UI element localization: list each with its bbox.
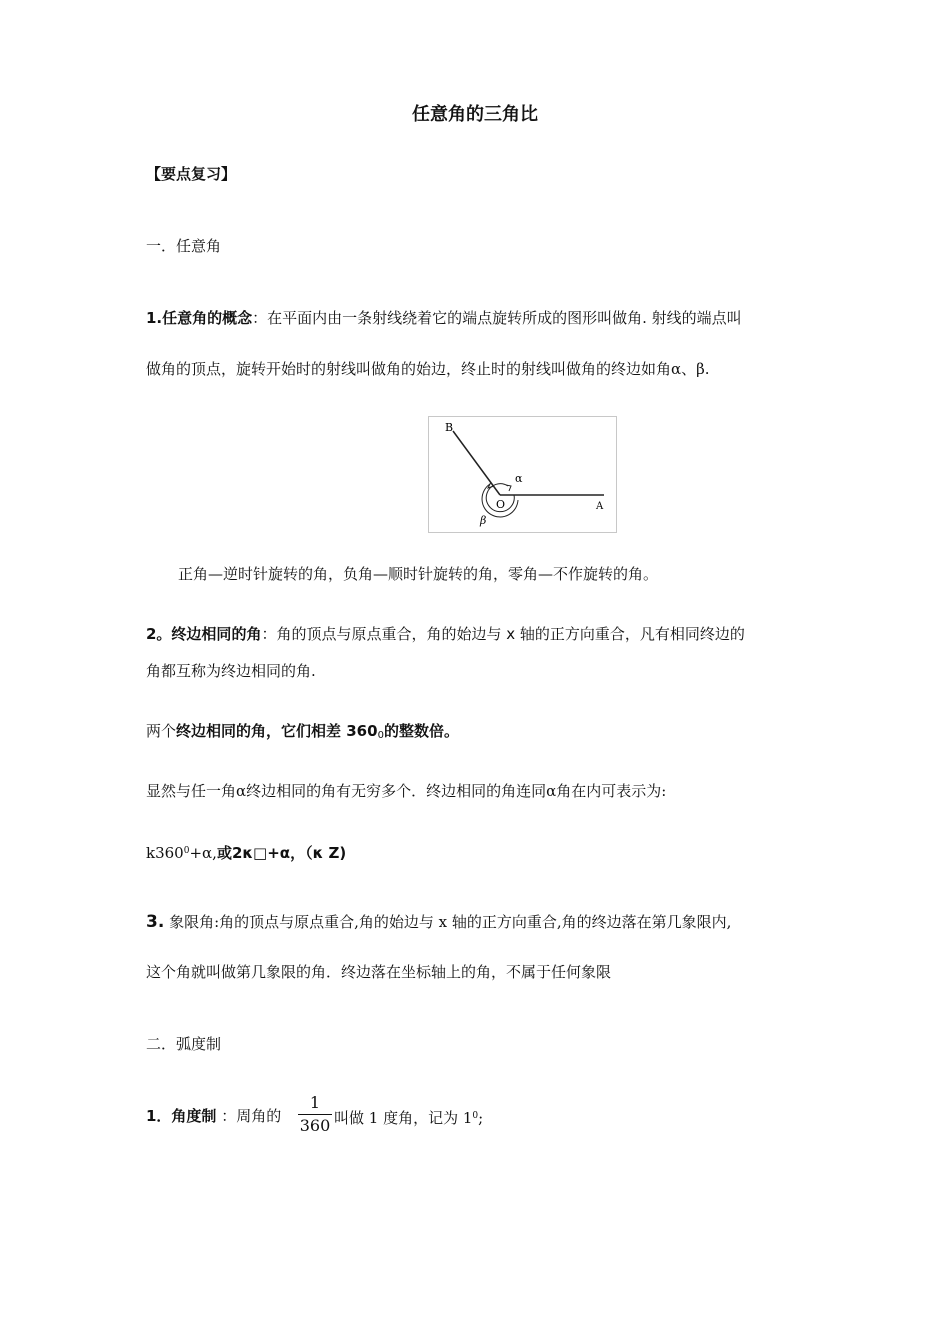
difference-sub: 0 xyxy=(377,730,384,741)
item1-text-line1: ：在平面内由一条射线绕着它的端点旋转所成的图形叫做角. 射线的端点叫 xyxy=(252,309,742,327)
fraction-bar xyxy=(298,1114,332,1115)
page-title: 任意角的三角比 xyxy=(412,104,538,125)
degree-sup: 0 xyxy=(472,1111,479,1121)
fraction-1-over-360 xyxy=(298,1093,332,1136)
degree-post: 叫做 1 度角，记为 1 xyxy=(334,1109,473,1127)
label-beta: β xyxy=(480,514,487,527)
item1-paragraph-line1 xyxy=(146,308,742,328)
difference-sentence xyxy=(146,721,459,746)
rotation-note: 正角—逆时针旋转的角，负角—顺时针旋转的角，零角—不作旋转的角。 xyxy=(178,565,659,583)
item3-text-line1: 象限角:角的顶点与原点重合,角的始边与 x 轴的正方向重合,角的终边落在第几象限内, xyxy=(169,913,732,931)
item3-text-line2: 这个角就叫做第几象限的角．终边落在坐标轴上的角，不属于任何象限 xyxy=(146,963,612,981)
difference-pre: 两个 xyxy=(146,722,177,740)
item3-paragraph-line1 xyxy=(146,912,731,932)
difference-bold1: 终边相同的角，它们相差 360 xyxy=(176,722,378,740)
difference-bold2: 的整数倍。 xyxy=(383,722,459,740)
item2-text-line2: 角都互称为终边相同的角. xyxy=(146,662,316,680)
item2-paragraph-line1 xyxy=(146,624,745,644)
obvious-sentence: 显然与任一角α终边相同的角有无穷多个．终边相同的角连同α角在内可表示为: xyxy=(146,782,667,800)
item3-label: 3. xyxy=(146,912,165,932)
fraction-numerator: 1 xyxy=(309,1093,321,1112)
section2-heading: 二．弧度制 xyxy=(146,1035,222,1053)
label-o: O xyxy=(496,498,506,511)
degree-label: 1．角度制 xyxy=(146,1107,217,1125)
formula-b: +α, xyxy=(189,844,217,862)
angle-figure xyxy=(428,416,618,534)
degree-pre: ：周角的 xyxy=(221,1107,282,1125)
item1-label: 1.任意角的概念 xyxy=(146,309,253,327)
formula-sup: 0 xyxy=(183,846,190,856)
degree-definition-post xyxy=(334,1106,483,1128)
formula-line xyxy=(146,841,346,863)
label-alpha: α xyxy=(515,472,523,485)
formula-c: 或2κ□+α，（κ Z) xyxy=(216,844,347,862)
formula-a: k360 xyxy=(146,844,184,862)
item2-label: 2。终边相同的角 xyxy=(146,625,262,643)
review-header: 【要点复习】 xyxy=(146,165,237,183)
figure-border xyxy=(429,417,617,533)
degree-end: ; xyxy=(478,1109,484,1127)
fraction-denominator: 360 xyxy=(299,1116,331,1135)
section1-heading: 一．任意角 xyxy=(146,237,222,255)
label-b: B xyxy=(445,421,454,434)
label-a: A xyxy=(596,501,604,512)
item1-text-line2: 做角的顶点，旋转开始时的射线叫做角的始边，终止时的射线叫做角的终边如角α、β. xyxy=(146,360,710,378)
degree-definition-pre xyxy=(146,1106,281,1126)
item2-text-line1: ：角的顶点与原点重合，角的始边与 x 轴的正方向重合，凡有相同终边的 xyxy=(261,625,745,643)
